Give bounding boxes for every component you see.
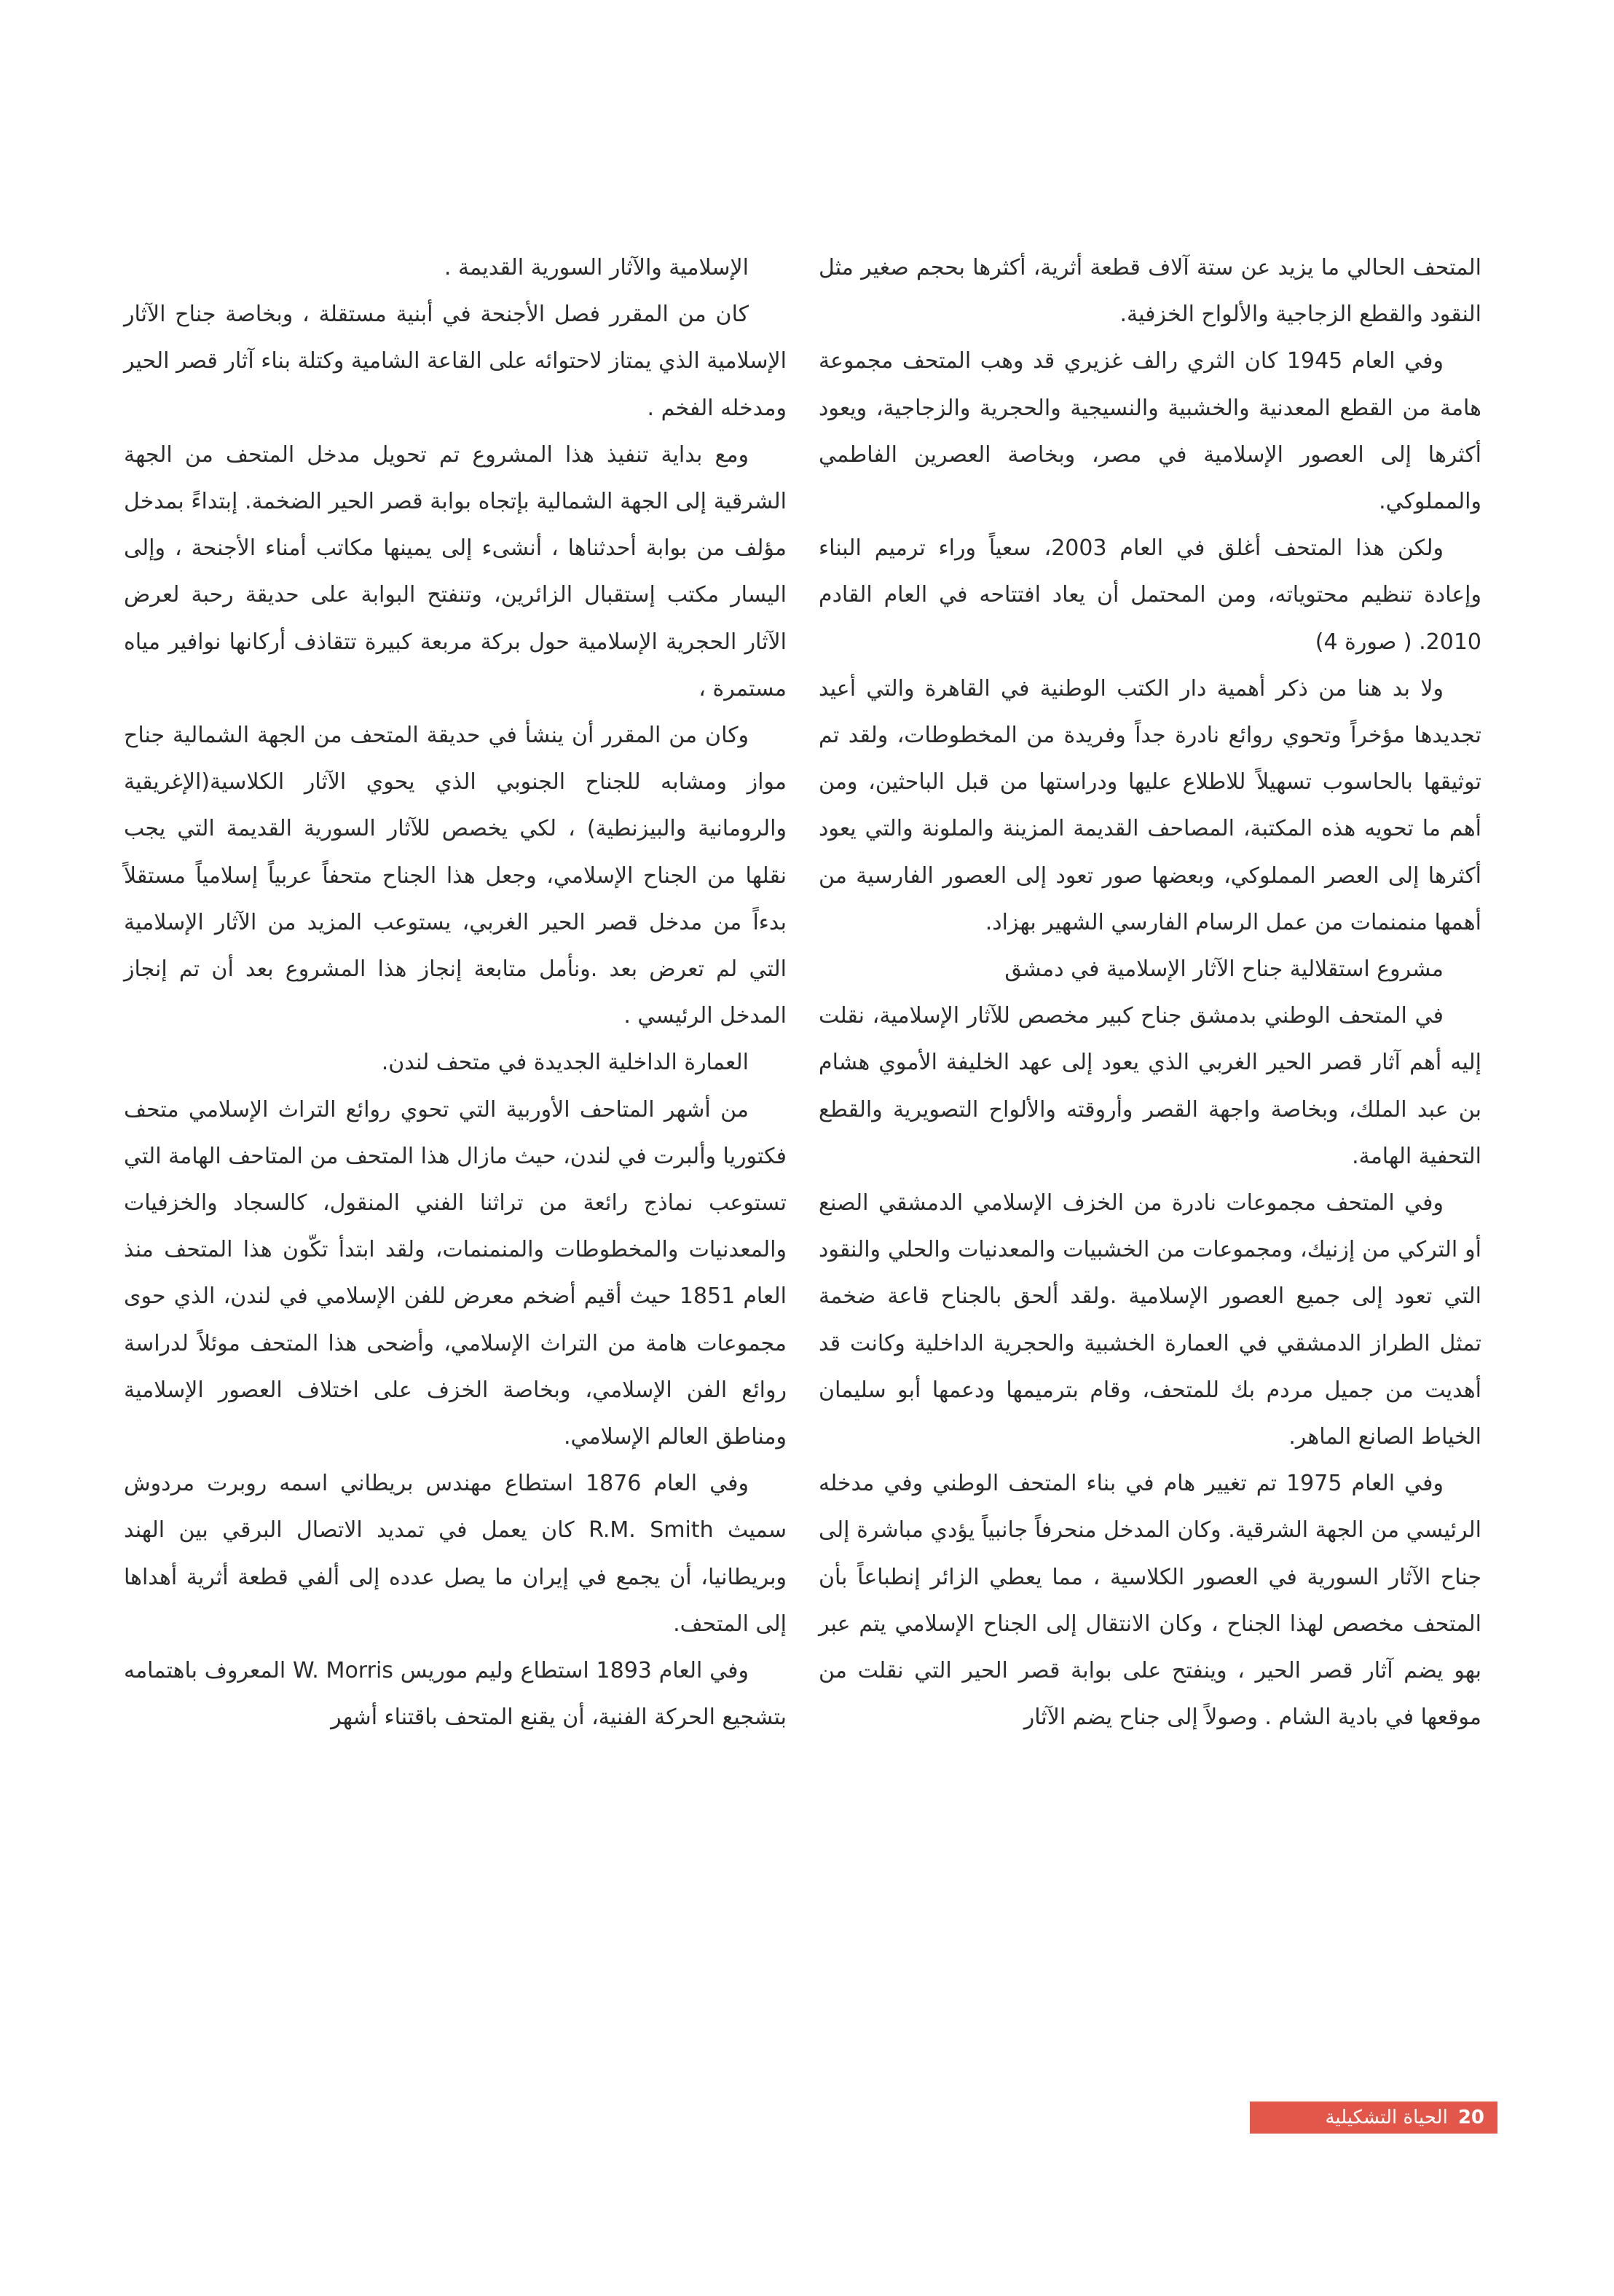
paragraph: ولكن هذا المتحف أغلق في العام 2003، سعياً وراء ترميم البناء وإعادة تنظيم محتوياته، ومن المحتمل أن يعاد افتتاحه في العام القادم 2010. ( صورة 4)	[819, 535, 1481, 655]
paragraph: ومع بداية تنفيذ هذا المشروع تم تحويل مدخل المتحف من الجهة الشرقية إلى الجهة الشمالية بإتجاه بوابة قصر الحير الضخمة. إبتداءً بمدخل مؤلف من بوابة أحدثناها ، أنشىء إلى يمينها مكاتب أمناء الأجنحة ، وإلى اليسار مكتب إستقبال الزائرين، وتنفتح البوابة على حديقة رحبة لعرض الآثار الحجرية الإسلامية حول بركة مربعة كبيرة تتقاذف أركانها نوافير مياه مستمرة ،	[124, 441, 787, 701]
article-column-right	[819, 245, 1481, 1742]
paragraph: وفي العام 1876 استطاع مهندس بريطاني اسمه روبرت مردوش سميث R.M. Smith كان يعمل في تمديد الاتصال البرقي بين الهند وبريطانيا، أن يجمع في إيران ما يصل عدده إلى ألفي قطعة أثرية أهداها إلى المتحف.	[124, 1471, 787, 1637]
paragraph: وكان من المقرر أن ينشأ في حديقة المتحف من الجهة الشمالية جناح مواز ومشابه للجناح الجنوبي الذي يحوي الآثار الكلاسية(الإغريقية والرومانية والبيزنطية) ، لكي يخصص للآثار السورية القديمة التي يجب نقلها من الجناح الإسلامي، وجعل هذا الجناح متحفاً عربياً إسلامياً مستقلاً بدءاً من مدخل قصر الحير الغربي، يستوعب المزيد من الآثار الإسلامية التي لم تعرض بعد .ونأمل متابعة إنجاز هذا المشروع بعد أن تم إنجاز المدخل الرئيسي .	[124, 723, 787, 1029]
paragraph: وفي المتحف مجموعات نادرة من الخزف الإسلامي الدمشقي الصنع أو التركي من إزنيك، ومجموعات من الخشبيات والمعدنيات والحلي والنقود التي تعود إلى جميع العصور الإسلامية .ولقد ألحق بالجناح قاعة ضخمة تمثل الطراز الدمشقي في العمارة الخشبية والحجرية الداخلية وكانت قد أهديت من جميل مردم بك للمتحف، وقام بترميمها ودعمها أبو سليمان الخياط الصانع الماهر.	[819, 1190, 1481, 1450]
paragraph: وفي العام 1893 استطاع وليم موريس W. Morris المعروف باهتمامه بتشجيع الحركة الفنية، أن يقنع المتحف باقتناء أشهر	[124, 1658, 787, 1731]
magazine-title: الحياة التشكيلية	[1325, 2107, 1448, 2128]
paragraph: في المتحف الوطني بدمشق جناح كبير مخصص للآثار الإسلامية، نقلت إليه أهم آثار قصر الحير الغربي الذي يعود إلى عهد الخليفة الأموي هشام بن عبد الملك، وبخاصة واجهة القصر وأروقته والألواح التصويرية والقطع التحفية الهامة.	[819, 1003, 1481, 1169]
paragraph: الإسلامية والآثار السورية القديمة .	[444, 255, 749, 280]
article-column-left	[124, 245, 787, 1742]
paragraph: كان من المقرر فصل الأجنحة في أبنية مستقلة ، وبخاصة جناح الآثار الإسلامية الذي يمتاز لاحتوائه على القاعة الشامية وكتلة بناء آثار قصر الحير ومدخله الفخم .	[124, 302, 787, 421]
page-footer-bar	[1250, 2102, 1497, 2134]
page-number: 20	[1457, 2107, 1484, 2128]
paragraph: من أشهر المتاحف الأوربية التي تحوي روائع التراث الإسلامي متحف فكتوريا وألبرت في لندن، حيث مازال هذا المتحف من المتاحف الهامة التي تستوعب نماذج رائعة من تراثنا الفني المنقول، كالسجاد والخزفيات والمعدنيات والمخطوطات والمنمنمات، ولقد ابتدأ تكّون هذا المتحف منذ العام 1851 حيث أقيم أضخم معرض للفن الإسلامي في لندن، الذي حوى مجموعات هامة من التراث الإسلامي، وأضحى هذا المتحف موئلاً لدراسة روائع الفن الإسلامي، وبخاصة الخزف على اختلاف العصور الإسلامية ومناطق العالم الإسلامي.	[124, 1096, 787, 1450]
paragraph: ولا بد هنا من ذكر أهمية دار الكتب الوطنية في القاهرة والتي أعيد تجديدها مؤخراً وتحوي روائع نادرة جداً وفريدة من المخطوطات، ولقد تم توثيقها بالحاسوب تسهيلاً للاطلاع عليها ودراستها من قبل الباحثين، ومن أهم ما تحويه هذه المكتبة، المصاحف القديمة المزينة والملونة والتي يعود أكثرها إلى العصر المملوكي، وبعضها صور تعود إلى العصور الفارسية من أهمها منمنمات من عمل الرسام الفارسي الشهير بهزاد.	[819, 675, 1481, 935]
paragraph: وفي العام 1945 كان الثري رالف غزيري قد وهب المتحف مجموعة هامة من القطع المعدنية والخشبية والنسيجية والحجرية والزجاجية، ويعود أكثرها إلى العصور الإسلامية في مصر، وبخاصة العصرين الفاطمي والمملوكي.	[819, 348, 1481, 515]
section-heading: مشروع استقلالية جناح الآثار الإسلامية في دمشق	[1004, 956, 1444, 983]
section-heading: العمارة الداخلية الجديدة في متحف لندن.	[381, 1050, 749, 1076]
paragraph: وفي العام 1975 تم تغيير هام في بناء المتحف الوطني وفي مدخله الرئيسي من الجهة الشرقية. وكان المدخل منحرفاً جانبياً يؤدي مباشرة إلى جناح الآثار السورية في العصور الكلاسية ، مما يعطي الزائر إنطباعاً بأن المتحف مخصص لهذا الجناح ، وكان الانتقال إلى الجناح الإسلامي يتم عبر بهو يضم آثار قصر الحير ، وينفتح على بوابة قصر الحير التي نقلت من موقعها في بادية الشام . وصولاً إلى جناح يضم الآثار	[819, 1471, 1481, 1731]
paragraph: المتحف الحالي ما يزيد عن ستة آلاف قطعة أثرية، أكثرها بحجم صغير مثل النقود والقطع الزجاجية والألواح الخزفية.	[819, 255, 1481, 328]
